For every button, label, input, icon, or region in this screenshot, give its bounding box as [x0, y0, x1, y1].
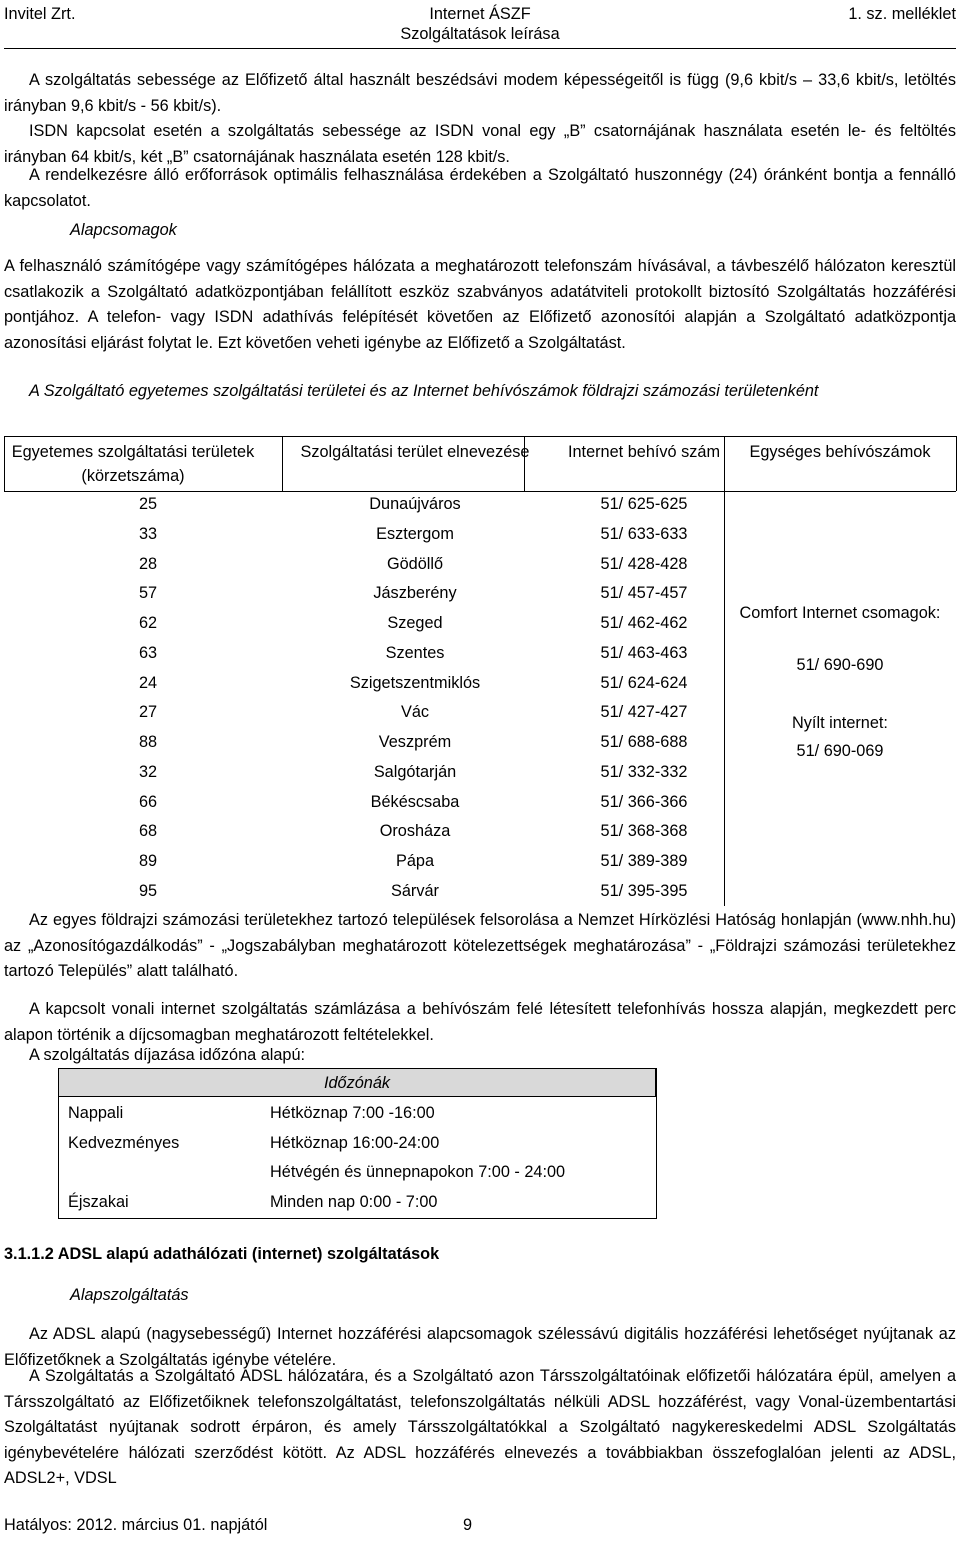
footer-effective-date: Hatályos: 2012. március 01. napjától: [4, 1516, 268, 1534]
area-code: 28: [139, 554, 158, 573]
table-row: [4, 639, 724, 669]
table-row: [4, 520, 724, 550]
header-title-line1: Internet ÁSZF: [429, 5, 531, 23]
area-code: 68: [139, 822, 158, 841]
table-caption: A Szolgáltató egyetemes szolgáltatási területei és az Internet behívószámok földrajzi számozási területenként: [29, 382, 819, 400]
area-code: 89: [139, 852, 158, 870]
area-code: 62: [139, 614, 158, 632]
dialup-number: 51/ 428-428: [600, 554, 688, 573]
timezone-name: Éjszakai: [68, 1193, 129, 1211]
table-row: [4, 609, 724, 639]
dialup-number: 51/ 427-427: [600, 703, 688, 722]
dialup-number: 51/ 457-457: [600, 584, 688, 603]
unified-open-label: Nyílt internet:: [792, 714, 888, 732]
timezone-time: Hétköznap 16:00-24:00: [270, 1134, 440, 1152]
header-company: Invitel Zrt.: [4, 5, 76, 23]
area-name: Szentes: [385, 643, 445, 662]
header-annex: 1. sz. melléklet: [848, 5, 956, 23]
dialup-number: 51/ 462-462: [600, 614, 688, 632]
table-row: [4, 758, 724, 788]
area-code: 66: [139, 792, 158, 811]
unified-comfort-label: Comfort Internet csomagok:: [739, 604, 941, 622]
header-title-line2: Szolgáltatások leírása: [400, 25, 560, 43]
area-name: Esztergom: [376, 524, 454, 543]
area-name: Dunaújváros: [369, 495, 461, 513]
dialup-number: 51/ 688-688: [600, 733, 688, 751]
section-heading-adsl: 3.1.1.2 ADSL alapú adathálózati (internet) szolgáltatások: [4, 1245, 440, 1263]
area-code: 33: [139, 524, 158, 543]
table-border-left: [4, 436, 5, 491]
table-row: [4, 788, 724, 818]
timezone-name: Nappali: [68, 1104, 124, 1122]
area-code: 32: [139, 762, 158, 781]
paragraph-timezone-intro: A szolgáltatás díjazása időzóna alapú:: [29, 1046, 306, 1064]
area-name: Pápa: [395, 852, 435, 870]
dialup-number: 51/ 633-633: [600, 524, 688, 543]
table-header-divider: [282, 436, 283, 491]
header-title: [0, 4, 960, 44]
area-code: 63: [139, 643, 158, 662]
dialup-number: 51/ 395-395: [600, 881, 688, 900]
timezone-name: Kedvezményes: [68, 1134, 180, 1152]
area-name: Sárvár: [391, 881, 439, 900]
table-row: [4, 550, 724, 580]
paragraph-adsl-intro: Az ADSL alapú (nagysebességű) Internet hozzáférési alapcsomagok szélessávú digitális hozzáférési lehetőséget nyújtanak az Előfizetőknek a Szolgáltatás igénybe vételére.: [4, 1325, 956, 1369]
timezone-border-right: [656, 1068, 657, 1218]
table-border-right: [956, 436, 957, 491]
column-header-area-name: Szolgáltatási terület elnevezése: [300, 443, 530, 461]
dialup-number: 51/ 366-366: [600, 792, 688, 811]
area-name: Szigetszentmiklós: [349, 673, 481, 692]
column-header-area: Egyetemes szolgáltatási területek (körzetszáma): [11, 443, 255, 485]
area-name: Orosháza: [379, 822, 451, 841]
area-code: 95: [139, 881, 158, 900]
paragraph-adsl-network: A Szolgáltatás a Szolgáltató ADSL hálózatára, és a Szolgáltató azon Társszolgáltatóinak előfizetői hálózatára épül, amelyen a Társszolgáltató az Előfizetőiknek telefonszolgáltatást, telefonszolgáltatás nélküli ADSL hozzáférést, vagy Vonal-üzembentartási Szolgáltatást nyújtanak sodrott érpáron, és amely Társszolgáltatókkal a Szolgáltató nagykereskedelmi ADSL Szolgáltatás igénybevételére hálózati szerződést kötött. Az ADSL hozzáférés elnevezés a továbbiakban összefoglalóan jelenti az ADSL, ADSL2+, VDSL: [4, 1367, 956, 1487]
area-name: Szeged: [387, 614, 443, 632]
area-code: 88: [139, 733, 158, 751]
paragraph-resources: A rendelkezésre álló erőforrások optimális felhasználása érdekében a Szolgáltató huszonnégy (24) óránként bontja a fennálló kapcsolatot.: [4, 166, 956, 210]
table-row: [4, 579, 724, 609]
column-header-dialup-number: Internet behívó szám: [567, 443, 721, 461]
paragraph-packages: A felhasználó számítógépe vagy számítógépes hálózata a meghatározott telefonszám hívásával, a távbeszélő hálózaton keresztül csatlakozik a Szolgáltató adatközpontjában felállított eszköz szabványos adatátviteli protokollt biztosító Szolgáltatás hozzáférési pontjához. A telefon- vagy ISDN adathívás felépítését követően az Előfizető azonosítói alapján a Szolgáltató adatközpontja azonosítási eljárást folytat le. Ezt követően veheti igénybe az Előfizető a Szolgáltatást.: [4, 257, 956, 352]
dialup-number: 51/ 625-625: [600, 495, 688, 513]
header-divider: [4, 48, 956, 49]
table-row: [4, 817, 724, 847]
area-name: Veszprém: [378, 733, 452, 751]
dialup-number: 51/ 368-368: [600, 822, 688, 841]
dialup-number-table: [4, 436, 956, 906]
timezone-table: [58, 1068, 656, 1218]
paragraph-isdn: ISDN kapcsolat esetén a szolgáltatás sebessége az ISDN vonal egy „B” csatornájának használata esetén le- és feltöltés irányban 64 kbit/s, két „B” csatornájának használata esetén 128 kbit/s.: [4, 122, 956, 166]
timezone-time: Minden nap 0:00 - 7:00: [270, 1193, 438, 1211]
table-row: [4, 847, 724, 877]
area-code: 24: [139, 673, 158, 692]
area-code: 57: [139, 584, 158, 603]
subheading-basic-service: Alapszolgáltatás: [70, 1286, 189, 1304]
heading-packages: Alapcsomagok: [70, 221, 177, 239]
table-row: [4, 698, 724, 728]
table-border-top: [4, 436, 956, 437]
table-row: [4, 490, 724, 520]
area-name: Vác: [400, 703, 430, 722]
area-name: Békéscsaba: [370, 792, 460, 811]
column-header-unified-numbers: Egységes behívószámok: [749, 443, 931, 461]
area-code: 27: [139, 703, 158, 722]
table-row: [4, 728, 724, 758]
timezone-border-left: [58, 1068, 59, 1218]
table-row: [4, 877, 724, 907]
timezone-time: Hétköznap 7:00 -16:00: [270, 1104, 435, 1122]
timezone-border-bottom: [58, 1218, 657, 1219]
paragraph-settlement-list: Az egyes földrajzi számozási területekhez tartozó települések felsorolása a Nemzet Hírközlési Hatóság honlapján (www.nhh.hu) az „Azonosítógazdálkodás” - „Jogszabályban meghatározott kötelezettségek meghatározása” - „Földrajzi számozási területekhez tartozó Település” alatt található.: [4, 911, 956, 980]
area-name: Jászberény: [373, 584, 457, 603]
table-header-divider: [524, 436, 525, 491]
page-number: 9: [463, 1516, 473, 1534]
timezone-time-weekend: Hétvégén és ünnepnapokon 7:00 - 24:00: [270, 1163, 566, 1181]
dialup-number: 51/ 463-463: [600, 643, 688, 662]
table-row: [4, 669, 724, 699]
dialup-number: 51/ 389-389: [600, 852, 688, 870]
unified-open-number: 51/ 690-069: [796, 742, 884, 760]
unified-comfort-number: 51/ 690-690: [796, 656, 884, 674]
timezone-table-title: Időzónák: [58, 1068, 656, 1097]
area-name: Salgótarján: [373, 762, 457, 781]
paragraph-modem: A szolgáltatás sebessége az Előfizető által használt beszédsávi modem képességeitől is függ (9,6 kbit/s – 33,6 kbit/s, letöltés irányban 9,6 kbit/s - 56 kbit/s).: [4, 71, 956, 115]
area-code: 25: [139, 495, 158, 513]
dialup-number: 51/ 332-332: [600, 762, 688, 781]
area-name: Gödöllő: [386, 554, 444, 573]
dialup-number: 51/ 624-624: [600, 673, 688, 692]
paragraph-billing: A kapcsolt vonali internet szolgáltatás számlázása a behívószám felé létesített telefonhívás hossza alapján, megkezdett perc alapon történik a díjcsomagban meghatározott feltételekkel.: [4, 1000, 956, 1044]
